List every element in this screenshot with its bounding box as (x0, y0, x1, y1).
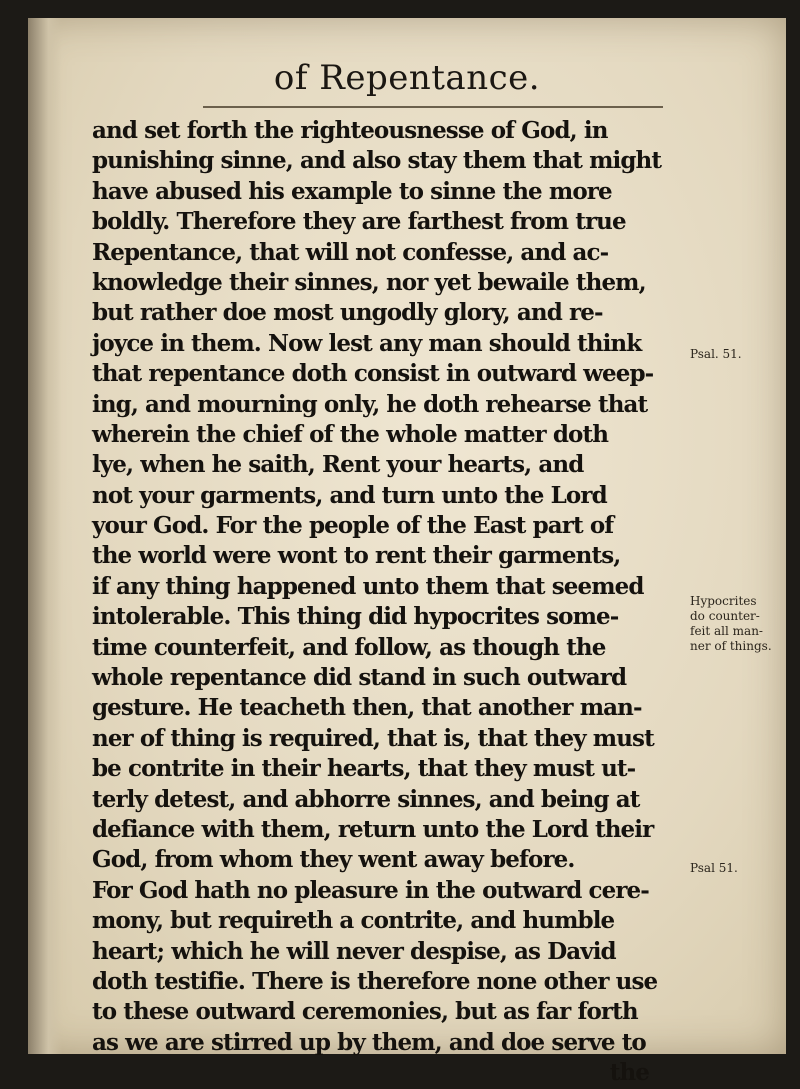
text-line: terly detest, and abhorre sinnes, and being at (92, 785, 640, 813)
text-line: the world were wont to rent their garments, (92, 542, 621, 570)
text-line: ing, and mourning only, he doth rehearse that (92, 390, 648, 418)
margin-note-psalm: Psal. 51. (690, 347, 742, 361)
text-line: boldly. Therefore they are farthest from true (92, 208, 626, 236)
book-page (28, 18, 786, 1087)
margin-note-psalm-2: Psal 51. (690, 861, 738, 875)
text-line: knowledge their sinnes, nor yet bewaile them, (92, 268, 646, 296)
header-rule (203, 106, 663, 108)
text-line: ner of thing is required, that is, that they must (92, 724, 654, 752)
text-line: wherein the chief of the whole matter doth (92, 420, 609, 448)
margin-note-line: do counter- (690, 609, 760, 623)
text-line: but rather doe most ungodly glory, and re- (92, 299, 603, 327)
catchword: the (609, 1059, 649, 1087)
text-line: have abused his example to sinne the more (92, 177, 612, 205)
text-line: and set forth the righteousnesse of God, in (92, 117, 608, 144)
text-line: be contrite in their hearts, that they must ut- (92, 755, 636, 783)
text-line: not your garments, and turn unto the Lord (92, 481, 607, 509)
text-line: doth testifie. There is therefore none other use (92, 967, 658, 995)
margin-note-line: ner of things. (690, 639, 772, 653)
text-line: punishing sinne, and also stay them that might (92, 147, 662, 175)
text-line: intolerable. This thing did hypocrites some- (92, 603, 619, 631)
text-line: For God hath no pleasure in the outward cere- (92, 876, 649, 904)
text-line: Repentance, that will not confesse, and ac- (92, 238, 609, 266)
margin-note-line: feit all man- (690, 624, 763, 638)
margin-note-hypocrites (690, 594, 782, 654)
running-head: of Repentance. (273, 58, 541, 98)
margin-note-line: Hypocrites (690, 594, 757, 608)
page-gutter-shadow (28, 18, 62, 1054)
text-line: gesture. He teacheth then, that another man- (92, 694, 642, 722)
text-line: time counterfeit, and follow, as though the (92, 633, 606, 661)
text-body (92, 116, 667, 1089)
text-line: God, from whom they went away before. (92, 846, 575, 874)
text-line: your God. For the people of the East part of (92, 512, 614, 540)
text-line: defiance with them, return unto the Lord their (92, 815, 654, 843)
text-line: as we are stirred up by them, and doe serve to (92, 1028, 646, 1056)
text-line: lye, when he saith, Rent your hearts, and (92, 451, 584, 479)
text-line: mony, but requireth a contrite, and humble (92, 907, 615, 935)
text-line: if any thing happened unto them that seemed (92, 572, 644, 600)
text-line: joyce in them. Now lest any man should think (92, 329, 642, 357)
text-line: to these outward ceremonies, but as far forth (92, 998, 638, 1026)
text-line: heart; which he will never despise, as David (92, 937, 616, 965)
text-line: that repentance doth consist in outward weep- (92, 360, 654, 388)
text-line: whole repentance did stand in such outward (92, 664, 627, 692)
